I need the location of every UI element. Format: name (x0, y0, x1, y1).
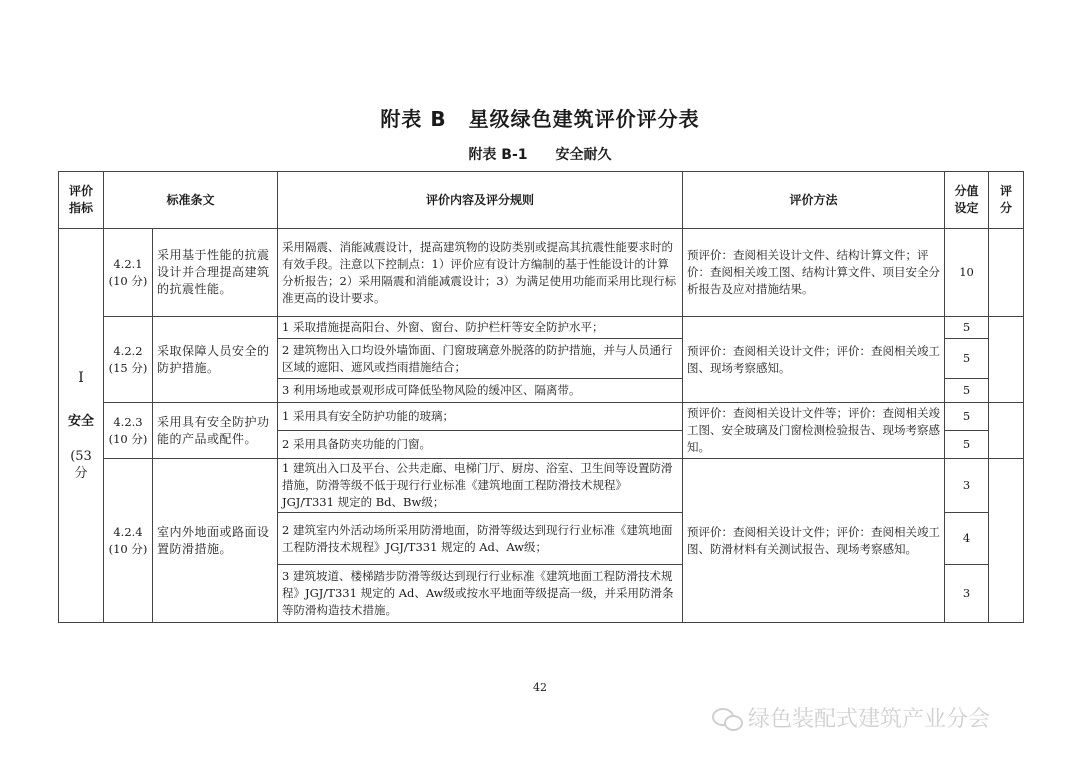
score-value: 5 (945, 317, 989, 339)
clause-number: 4.2.3 (10 分) (104, 403, 153, 459)
score-value: 5 (945, 379, 989, 403)
category-cell (59, 229, 104, 623)
score-value: 5 (945, 431, 989, 459)
clause-item: 2 建筑室内外活动场所采用防滑地面，防滑等级达到现行行业标准《建筑地面工程防滑技术规程》JGJ/T331 规定的 Ad、Aw级； (278, 513, 683, 565)
page-number: 42 (533, 681, 547, 694)
subtitle-text: 安全耐久 (555, 147, 612, 163)
header-content: 评价内容及评分规则 (278, 172, 683, 229)
clause-content: 采用隔震、消能减震设计，提高建筑物的设防类别或提高其抗震性能要求时的有效手段。注意以下控制点：1）评价应有设计方编制的基于性能设计的计算分析报告；2）采用隔震和消能减震设计；3）为满足使用功能而采用比现行标准更高的设计要求。 (278, 229, 683, 317)
clause-text: 室内外地面或路面设置防滑措施。 (153, 459, 278, 623)
scoring-table (58, 171, 1024, 623)
watermark-text: 绿色装配式建筑产业分会 (748, 707, 991, 732)
clause-number: 4.2.4 (10 分) (104, 459, 153, 623)
score-blank (989, 317, 1024, 403)
table-row (59, 317, 1024, 339)
header-score-set: 分值 设定 (945, 172, 989, 229)
score-value: 3 (945, 459, 989, 513)
table-row (59, 229, 1024, 317)
clause-item: 2 建筑物出入口均设外墙饰面、门窗玻璃意外脱落的防护措施，并与人员通行区域的遮阳、遮风或挡雨措施结合； (278, 339, 683, 379)
table-row (59, 459, 1024, 513)
table-row (59, 403, 1024, 431)
header-method: 评价方法 (683, 172, 945, 229)
clause-item: 2 采用具备防夹功能的门窗。 (278, 431, 683, 459)
score-value: 3 (945, 565, 989, 623)
subtitle-label: 附表 B-1 (468, 147, 528, 163)
category-roman: I (78, 369, 84, 386)
header-standard: 标准条文 (104, 172, 278, 229)
page-title (0, 103, 1080, 132)
score-value: 4 (945, 513, 989, 565)
clause-number: 4.2.1 (10 分) (104, 229, 153, 317)
clause-method: 预评价：查阅相关设计文件；评价：查阅相关竣工图、现场考察感知。 (683, 317, 945, 403)
clause-method: 预评价：查阅相关设计文件、结构计算文件；评价：查阅相关竣工图、结构计算文件、项目安全分析报告及应对措施结果。 (683, 229, 945, 317)
wechat-icon (712, 706, 742, 730)
clause-method: 预评价：查阅相关设计文件等；评价：查阅相关竣工图、安全玻璃及门窗检测检验报告、现场考察感知。 (683, 403, 945, 459)
score-value: 5 (945, 403, 989, 431)
category-name: 安全 (67, 413, 94, 429)
score-blank (989, 403, 1024, 459)
score-value: 10 (945, 229, 989, 317)
table-subtitle (0, 144, 1080, 164)
title-appendix: 附表 B (380, 107, 447, 131)
score-blank (989, 229, 1024, 317)
watermark (712, 702, 990, 733)
clause-text: 采用基于性能的抗震设计并合理提高建筑的抗震性能。 (153, 229, 278, 317)
title-text: 星级绿色建筑评价评分表 (468, 107, 700, 131)
clause-item: 1 采取措施提高阳台、外窗、窗台、防护栏杆等安全防护水平； (278, 317, 683, 339)
category-points: (53 分 (70, 448, 92, 481)
clause-item: 1 采用具有安全防护功能的玻璃； (278, 403, 683, 431)
clause-item: 3 建筑坡道、楼梯踏步防滑等级达到现行行业标准《建筑地面工程防滑技术规程》JGJ/T331 规定的 Ad、Aw级或按水平地面等级提高一级，并采用防滑条等防滑构造技术措施。 (278, 565, 683, 623)
score-value: 5 (945, 339, 989, 379)
table-header-row (59, 172, 1024, 229)
score-blank (989, 459, 1024, 623)
clause-text: 采取保障人员安全的防护措施。 (153, 317, 278, 403)
clause-item: 3 利用场地或景观形成可降低坠物风险的缓冲区、隔离带。 (278, 379, 683, 403)
clause-method: 预评价：查阅相关设计文件；评价：查阅相关竣工图、防滑材料有关测试报告、现场考察感知。 (683, 459, 945, 623)
clause-text: 采用具有安全防护功能的产品或配件。 (153, 403, 278, 459)
header-score: 评 分 (989, 172, 1024, 229)
clause-number: 4.2.2 (15 分) (104, 317, 153, 403)
header-indicator: 评价 指标 (59, 172, 104, 229)
clause-item: 1 建筑出入口及平台、公共走廊、电梯门厅、厨房、浴室、卫生间等设置防滑措施，防滑等级不低于现行行业标准《建筑地面工程防滑技术规程》JGJ/T331 规定的 Bd、Bw级； (278, 459, 683, 513)
